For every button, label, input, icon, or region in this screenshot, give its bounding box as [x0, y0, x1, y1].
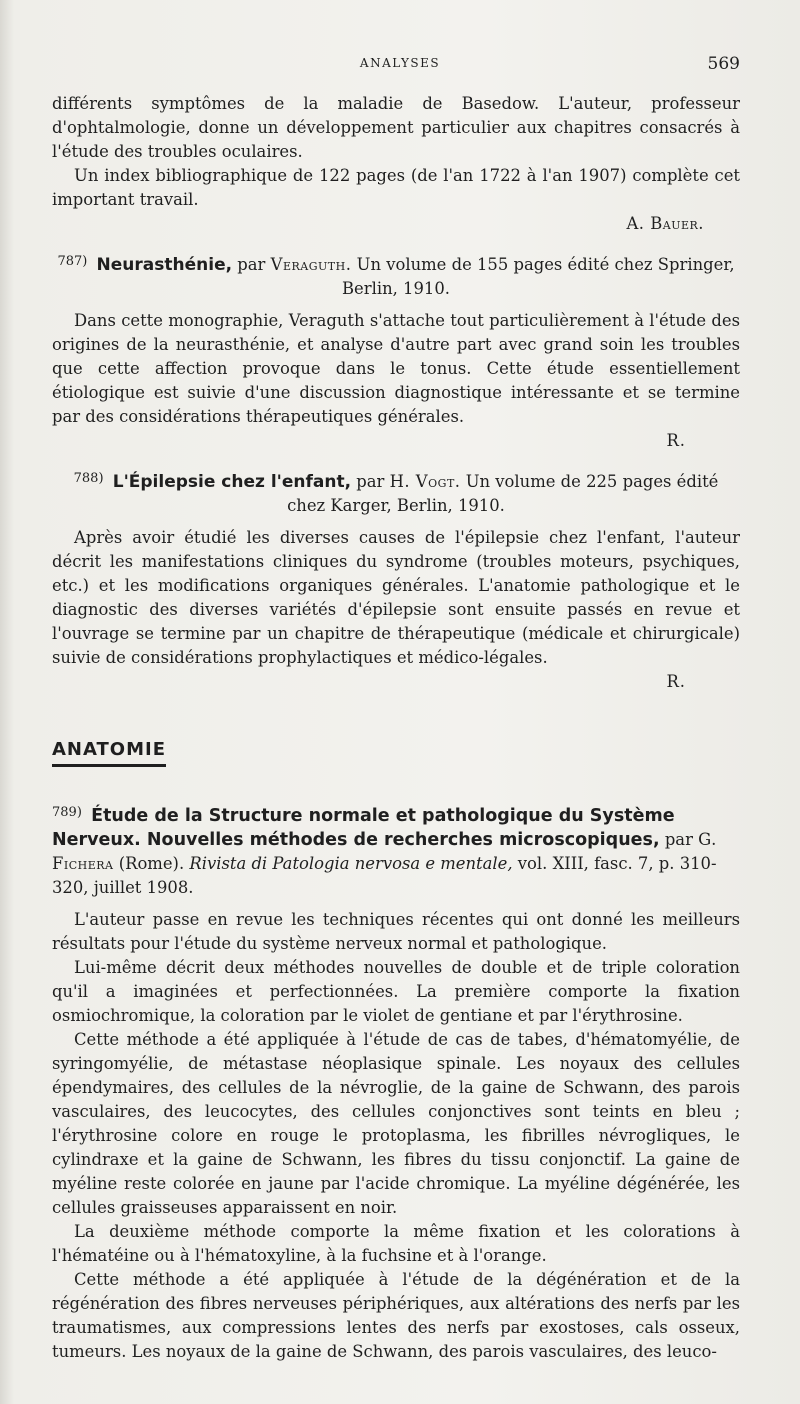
entry-author: Veraguth.: [270, 255, 352, 274]
entry-title: L'Épilepsie chez l'enfant,: [112, 472, 352, 492]
entry-paragraph: Dans cette monographie, Veraguth s'attache tout particulièrement à l'étude des origines de la neurasthénie, et analyse d'autre part avec grand soin les troubles que cette affection provoque dans le tonus. Cette étude essentiellement étiologique est suivie d'une discussion diagnostique intéressante et se termine par des considérations thérapeutiques générales.: [52, 311, 740, 426]
entry-author: G. Fichera: [52, 830, 717, 873]
entry-place: (Rome).: [118, 854, 185, 873]
signature: A. Bauer.: [626, 214, 704, 233]
entry-number: 788): [73, 471, 104, 486]
entry-title: Neurasthénie,: [96, 255, 233, 275]
entry-number: 789): [52, 805, 82, 820]
article-body: [52, 92, 740, 1364]
entry-byline: par: [356, 472, 385, 491]
entry-heading: [52, 801, 740, 900]
entry-number: 787): [57, 254, 88, 269]
entry-paragraph: Après avoir étudié les diverses causes de l'épilepsie chez l'enfant, l'auteur décrit les manifestations cliniques du syndrome (troubles moteurs, psychiques, etc.) et les modifications organiques générales. L'anatomie pathologique et le diagnostic des diverses variétés d'épilepsie sont ensuite passés en revue et l'ouvrage se termine par un chapitre de thérapeutique (médicale et chirurgicale) suivie de considérations prophylactiques et médico-légales.: [52, 528, 740, 667]
entry-heading: [52, 250, 740, 301]
entry-details: Un volume de 155 pages édité chez Springer, Berlin, 1910.: [342, 255, 735, 298]
entry-title: Étude de la Structure normale et pathologique du Système Nerveux. Nouvelles méthodes de recherches microscopiques,: [52, 806, 675, 850]
review-entry-787: [52, 250, 740, 453]
page-header: [0, 54, 800, 78]
page-number: 569: [707, 54, 740, 74]
running-title: ANALYSES: [359, 56, 441, 70]
entry-heading: [52, 467, 740, 518]
entry-paragraph: Cette méthode a été appliquée à l'étude de la dégénération et de la régénération des fibres nerveuses périphériques, aux altérations des nerfs par les traumatismes, aux compressions lentes des nerfs par exostoses, cals osseux, tumeurs. Les noyaux de la gaine de Schwann, des parois vasculaires, des leuco-: [52, 1270, 740, 1361]
signature-line: [52, 670, 740, 694]
signature-line: [52, 429, 740, 453]
signature-line: [52, 212, 740, 236]
entry-paragraph: La deuxième méthode comporte la même fixation et les colorations à l'hématéine ou à l'hématoxyline, à la fuchsine et à l'orange.: [52, 1222, 740, 1265]
index-paragraph: Un index bibliographique de 122 pages (de l'an 1722 à l'an 1907) complète cet important travail.: [52, 166, 740, 209]
entry-author: H. Vogt.: [389, 472, 461, 491]
signature: R.: [666, 431, 686, 450]
entry-details: Un volume de 225 pages édité chez Karger, Berlin, 1910.: [287, 472, 719, 515]
section-heading: ANATOMIE: [52, 738, 166, 767]
entry-byline: par: [237, 255, 266, 274]
continuation-paragraph: différents symptômes de la maladie de Basedow. L'auteur, professeur d'ophtalmologie, donne un développement particulier aux chapitres consacrés à l'étude des troubles oculaires.: [52, 94, 740, 161]
entry-byline: par: [664, 830, 693, 849]
entry-paragraph: L'auteur passe en revue les techniques récentes qui ont donné les meilleurs résultats pour l'étude du système nerveux normal et pathologique.: [52, 910, 740, 953]
signature: R.: [666, 672, 686, 691]
review-entry-788: [52, 467, 740, 694]
review-entry-789: [52, 801, 740, 1364]
entry-paragraph: Cette méthode a été appliquée à l'étude de cas de tabes, d'hématomyélie, de syringomyélie, de métastase néoplasique spinale. Les noyaux des cellules épendymaires, des cellules de la névroglie, de la gaine de Schwann, des parois vasculaires, des leucocytes, des cellules conjonctives sont teints en bleu ; l'érythrosine colore en rouge le protoplasma, les fibrilles névrogliques, le cylindraxe et la gaine de Schwann, les fibres du tissu conjonctif. La gaine de myéline reste colorée en jaune par l'acide chromique. La myéline dégénérée, les cellules graisseuses apparaissent en noir.: [52, 1030, 740, 1217]
entry-paragraph: Lui-même décrit deux méthodes nouvelles de double et de triple coloration qu'il a imaginées et perfectionnées. La première comporte la fixation osmiochromique, la coloration par le violet de gentiane et par l'érythrosine.: [52, 958, 740, 1025]
journal-title: Rivista di Patologia nervosa e mentale,: [189, 854, 513, 873]
journal-reference: vol. XIII, fasc. 7, p. 310-320, juillet 1908.: [52, 854, 717, 897]
